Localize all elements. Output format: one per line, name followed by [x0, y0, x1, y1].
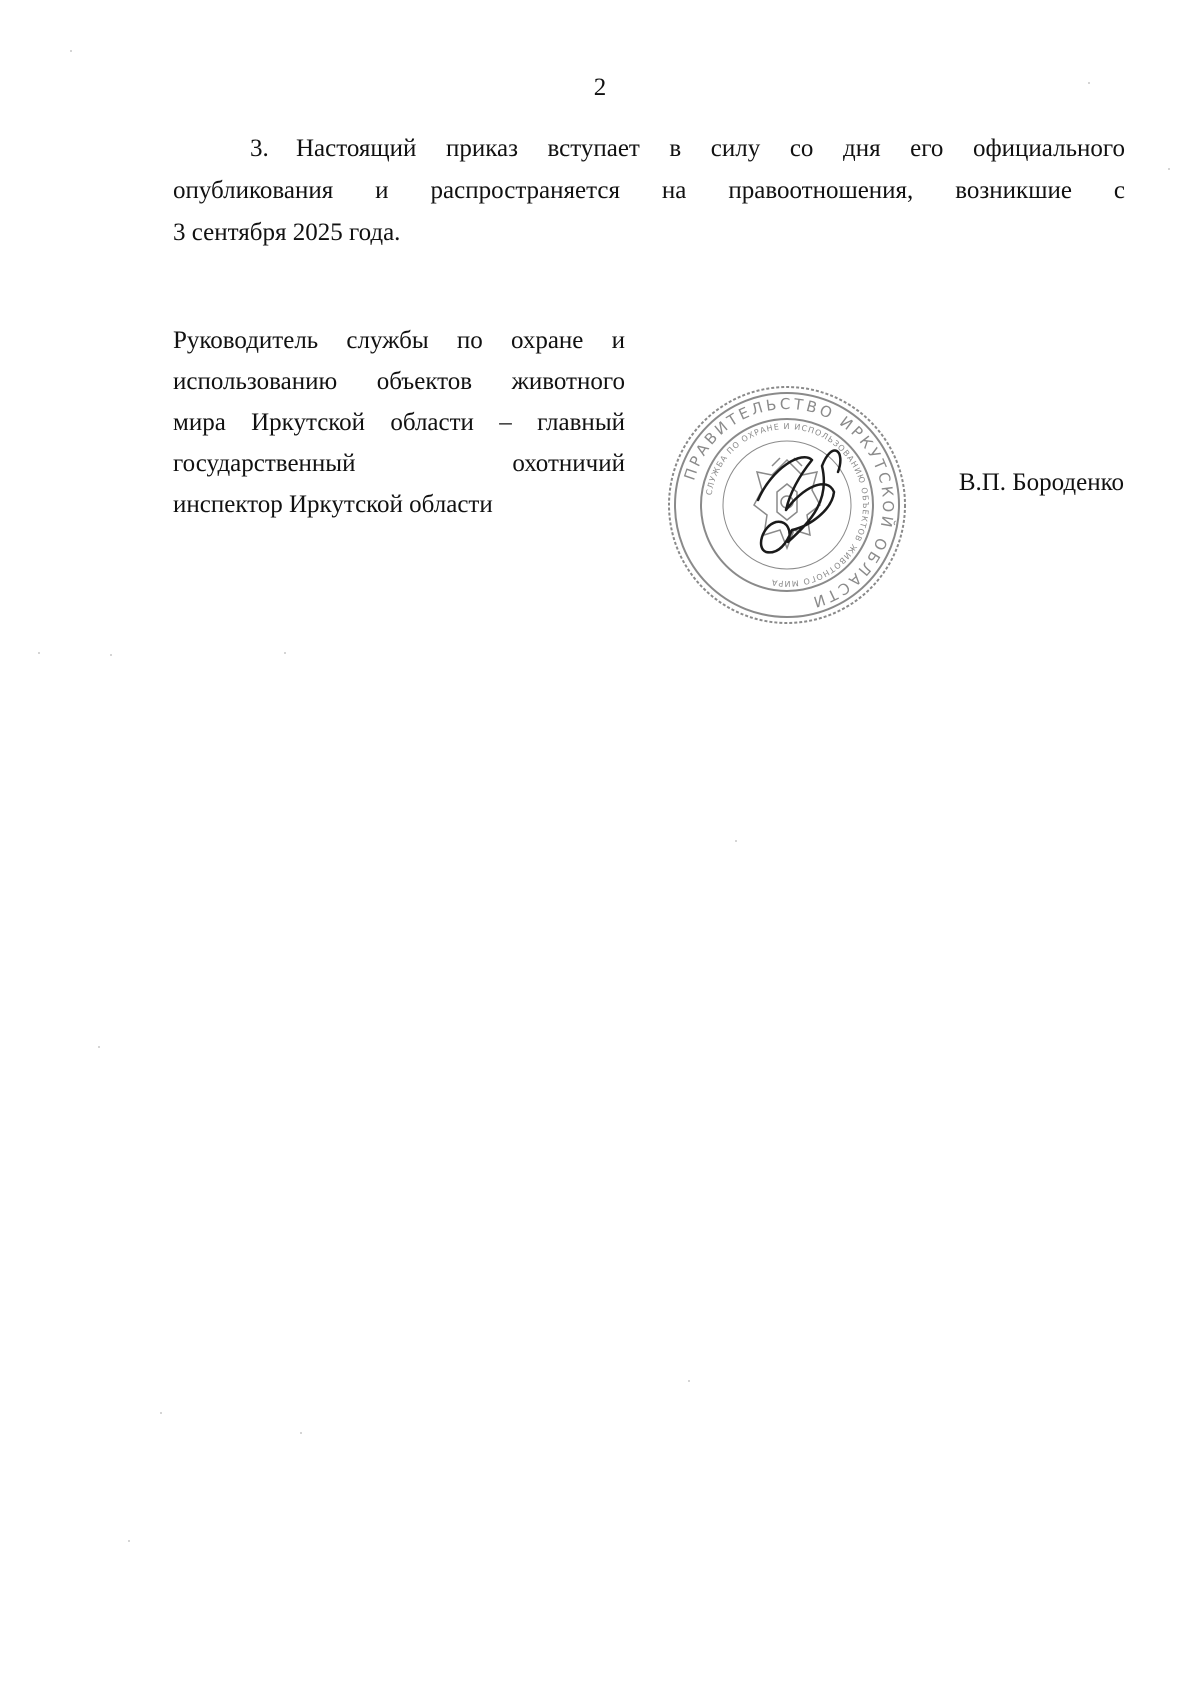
paragraph-line-3: 3 сентября 2025 года. — [173, 219, 401, 246]
scan-speck — [70, 50, 72, 52]
paragraph-3 — [173, 128, 1125, 254]
scan-speck — [1088, 82, 1090, 84]
official-seal-stamp — [662, 380, 912, 630]
signer-name: В.П. Бороденко — [958, 469, 1124, 496]
scan-speck — [110, 654, 112, 656]
scan-speck — [300, 1432, 302, 1434]
paragraph-text-line-1: Настоящий приказ вступает в силу со дня его официального — [296, 135, 1125, 162]
signature-block — [173, 320, 625, 525]
paragraph-line-1 — [173, 128, 1125, 170]
position-line-2: использованию объектов животного — [173, 368, 625, 395]
scan-speck — [160, 1412, 162, 1414]
seal-inner-text: СЛУЖБА ПО ОХРАНЕ И ИСПОЛЬЗОВАНИЮ ОБЪЕКТОВ ЖИВОТНОГО МИРА — [704, 421, 871, 589]
seal-outer-text: ПРАВИТЕЛЬСТВО ИРКУТСКОЙ ОБЛАСТИ — [680, 394, 898, 612]
scan-speck — [688, 1380, 690, 1382]
page-number: 2 — [593, 74, 607, 101]
position-line-3: мира Иркутской области – главный — [173, 409, 625, 436]
position-line-5: инспектор Иркутской области — [173, 491, 493, 518]
handwritten-signature — [758, 451, 840, 553]
position-line-1: Руководитель службы по охране и — [173, 327, 625, 354]
paragraph-number: 3. — [250, 135, 269, 162]
scan-speck — [735, 840, 737, 842]
scan-speck — [1168, 168, 1170, 170]
paragraph-line-2: опубликования и распространяется на правоотношения, возникшие с — [173, 177, 1125, 204]
scan-speck — [38, 652, 40, 654]
scan-speck — [128, 1540, 130, 1542]
scan-speck — [284, 652, 286, 654]
position-line-4: государственный охотничий — [173, 450, 625, 477]
scan-speck — [98, 1046, 100, 1048]
